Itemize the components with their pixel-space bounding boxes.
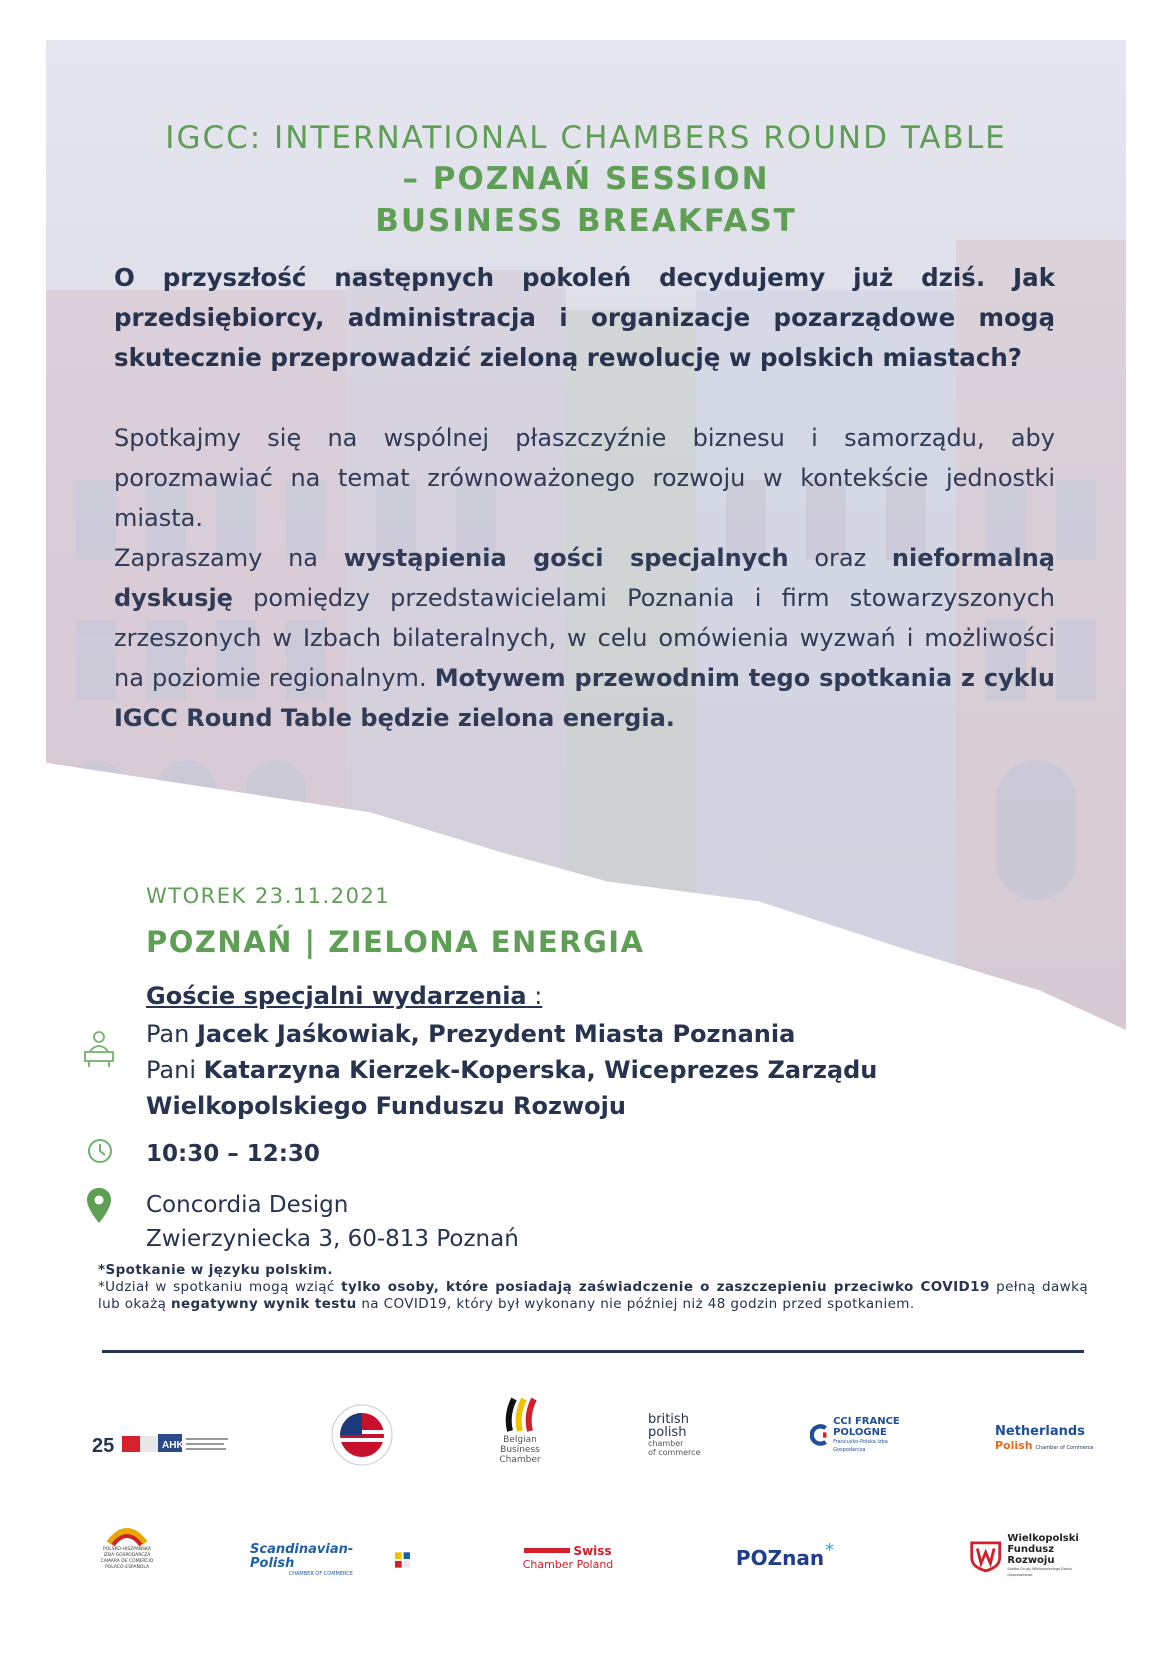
logo-text: Chamber of Commerce (1035, 1444, 1094, 1451)
venue-name: Concordia Design (146, 1192, 349, 1218)
event-subtitle: POZNAŃ | ZIELONA ENERGIA (146, 925, 645, 959)
logo-text: Swiss (573, 1543, 612, 1558)
guest-1 (146, 1017, 795, 1051)
amcham-logo-graphic (327, 1400, 397, 1470)
note-text: *Udział w spotkaniu mogą wziąć (98, 1279, 342, 1295)
logo-text: Wielkopolski (1007, 1532, 1079, 1544)
event-date: WTOREK 23.11.2021 (146, 884, 391, 908)
footnotes (98, 1262, 1088, 1313)
guest-2-continued (146, 1089, 626, 1123)
speaker-icon (82, 1028, 116, 1068)
logo-text: POZnan (735, 1546, 825, 1570)
guest-2 (146, 1053, 877, 1087)
logo-belgian-business-chamber (490, 1385, 550, 1475)
logo-text: Chamber Poland (522, 1557, 614, 1571)
title-line-3: BUSINESS BREAKFAST (375, 203, 797, 239)
logo-text: Belgian (503, 1435, 537, 1445)
guest-name: Katarzyna Kierzek-Koperska, Wiceprezes Zarządu (203, 1056, 878, 1084)
polish-spanish-text (101, 1547, 154, 1571)
logo-text: Netherlands (995, 1423, 1085, 1439)
logo-text: CAMARA DE COMERCIO (100, 1559, 154, 1564)
logo-text: IZBA GOSPODARCZA (103, 1553, 151, 1558)
guest-prefix: Pani (146, 1056, 204, 1084)
body-paragraph-2 (114, 538, 1055, 738)
scandinavian-text (250, 1543, 392, 1578)
guest-name: Jacek Jaśkowiak, Prezydent Miasta Poznania (196, 1020, 796, 1048)
logo-text: CCI FRANCE (833, 1416, 900, 1427)
logo-text: british (648, 1412, 689, 1427)
logo-text: Spółka Grupy Wielkopolskiego Banku Gospodarstwa (1007, 1566, 1073, 1577)
event-title (46, 118, 1126, 242)
divider-line (102, 1350, 1084, 1353)
note-emphasis: tylko osoby, które posiadają zaświadczenie o zaszczepieniu przeciwko COVID19 (341, 1279, 990, 1295)
note-emphasis: negatywny wynik testu (170, 1296, 357, 1312)
logo-text: polish (648, 1425, 687, 1440)
logo-swiss-chamber-poland (518, 1540, 618, 1574)
venue-address: Zwierzyniecka 3, 60-813 Poznań (146, 1226, 519, 1252)
emphasis-text: wystąpienia gości specjalnych (343, 544, 789, 572)
note-language (98, 1262, 1088, 1279)
cci-text (833, 1416, 910, 1454)
logo-wielkopolski-fundusz-rozwoju (968, 1530, 1098, 1580)
ahk-text: AHK (162, 1440, 184, 1451)
scandinavian-flags-graphic (395, 1552, 410, 1568)
logo-text: Chamber (499, 1455, 541, 1465)
logo-text: Francusko-Polska Izba Gospodarcza (833, 1439, 888, 1453)
logo-amcham (322, 1395, 402, 1475)
logo-text: chamber (648, 1439, 684, 1448)
ahk-logo-graphic (92, 1430, 232, 1460)
swiss-bar (524, 1548, 570, 1553)
title-line-1: IGCC: INTERNATIONAL CHAMBERS ROUND TABLE (165, 120, 1007, 156)
text-span: Zapraszamy na (114, 544, 344, 572)
logo-cci-france-pologne (810, 1410, 910, 1460)
poznan-star-icon: * (825, 1539, 835, 1561)
text-span: oraz (788, 544, 892, 572)
note-text: na COVID19, który był wykonany nie później niż 48 godzin przed spotkaniem. (356, 1296, 915, 1312)
logo-text: CHAMBER OF COMMERCE (288, 1570, 353, 1577)
cci-logo-mark (810, 1422, 829, 1448)
clock-icon (87, 1138, 113, 1164)
logo-scandinavian-polish-chamber (250, 1541, 410, 1577)
body-paragraph-1: Spotkajmy się na wspólnej płaszczyźnie biznesu i samorządu, aby porozmawiać na temat zrównoważonego rozwoju w kontekście jednostki miasta. (114, 424, 1055, 532)
emphasis-text: nieformalną dyskusję (114, 544, 1055, 612)
guest-name: Wielkopolskiego Funduszu Rozwoju (146, 1092, 626, 1120)
ahk-years: 25 (92, 1435, 115, 1457)
logo-text: POLOGNE (833, 1427, 887, 1438)
note-text: pełną dawką lub okażą (98, 1279, 1089, 1312)
location-pin-icon (87, 1188, 111, 1224)
logo-text: Polish (995, 1438, 1033, 1452)
guests-heading (146, 982, 542, 1010)
guests-heading-colon: : (526, 982, 543, 1010)
logo-poznan-city (735, 1540, 835, 1576)
logo-text: POLSKO-HISZPAŃSKA (103, 1547, 151, 1552)
title-line-2: – POZNAŃ SESSION (402, 161, 770, 197)
event-time: 10:30 – 12:30 (146, 1141, 320, 1167)
logo-text: Business (500, 1445, 540, 1455)
belgian-flag-graphic (500, 1395, 540, 1435)
note-text: *Spotkanie w języku polskim. (98, 1262, 333, 1278)
body-text (114, 418, 1055, 738)
logo-netherlands-polish-chamber (995, 1420, 1095, 1456)
logo-text: of commerce (648, 1448, 701, 1457)
emphasis-text: Motywem przewodnim tego spotkania z cyklu IGCC Round Table będzie zielona energia. (114, 664, 1055, 732)
wfr-shield-graphic (968, 1536, 1003, 1574)
polish-spanish-logo-graphic (105, 1519, 149, 1547)
guest-prefix: Pan (146, 1020, 197, 1048)
logo-text: Scandinavian-Polish (250, 1541, 354, 1571)
wfr-text (1007, 1533, 1098, 1578)
lead-paragraph: O przyszłość następnych pokoleń decydujemy już dziś. Jak przedsiębiorcy, administracja i organizacje pozarządowe mogą skutecznie przeprowadzić zieloną rewolucję w polskich miastach? (114, 263, 1055, 372)
text-span: pomiędzy przedstawicielami Poznania i firm stowarzyszonych zrzeszonych w Izbach bilateralnych, w celu omówienia wyzwań i możliwości na poziomie regionalnym. (114, 584, 1055, 692)
logo-british-polish-chamber (648, 1400, 718, 1470)
belgian-text (499, 1435, 540, 1465)
logo-ahk (92, 1425, 232, 1465)
guests-heading-text: Goście specjalni wydarzenia (146, 982, 527, 1010)
logo-text: Fundusz Rozwoju (1007, 1543, 1055, 1566)
logo-polish-spanish-chamber (92, 1510, 162, 1580)
logo-text: POLACO-ESPAÑOLA (104, 1565, 150, 1570)
event-venue (146, 1188, 519, 1256)
note-covid (98, 1279, 1088, 1313)
